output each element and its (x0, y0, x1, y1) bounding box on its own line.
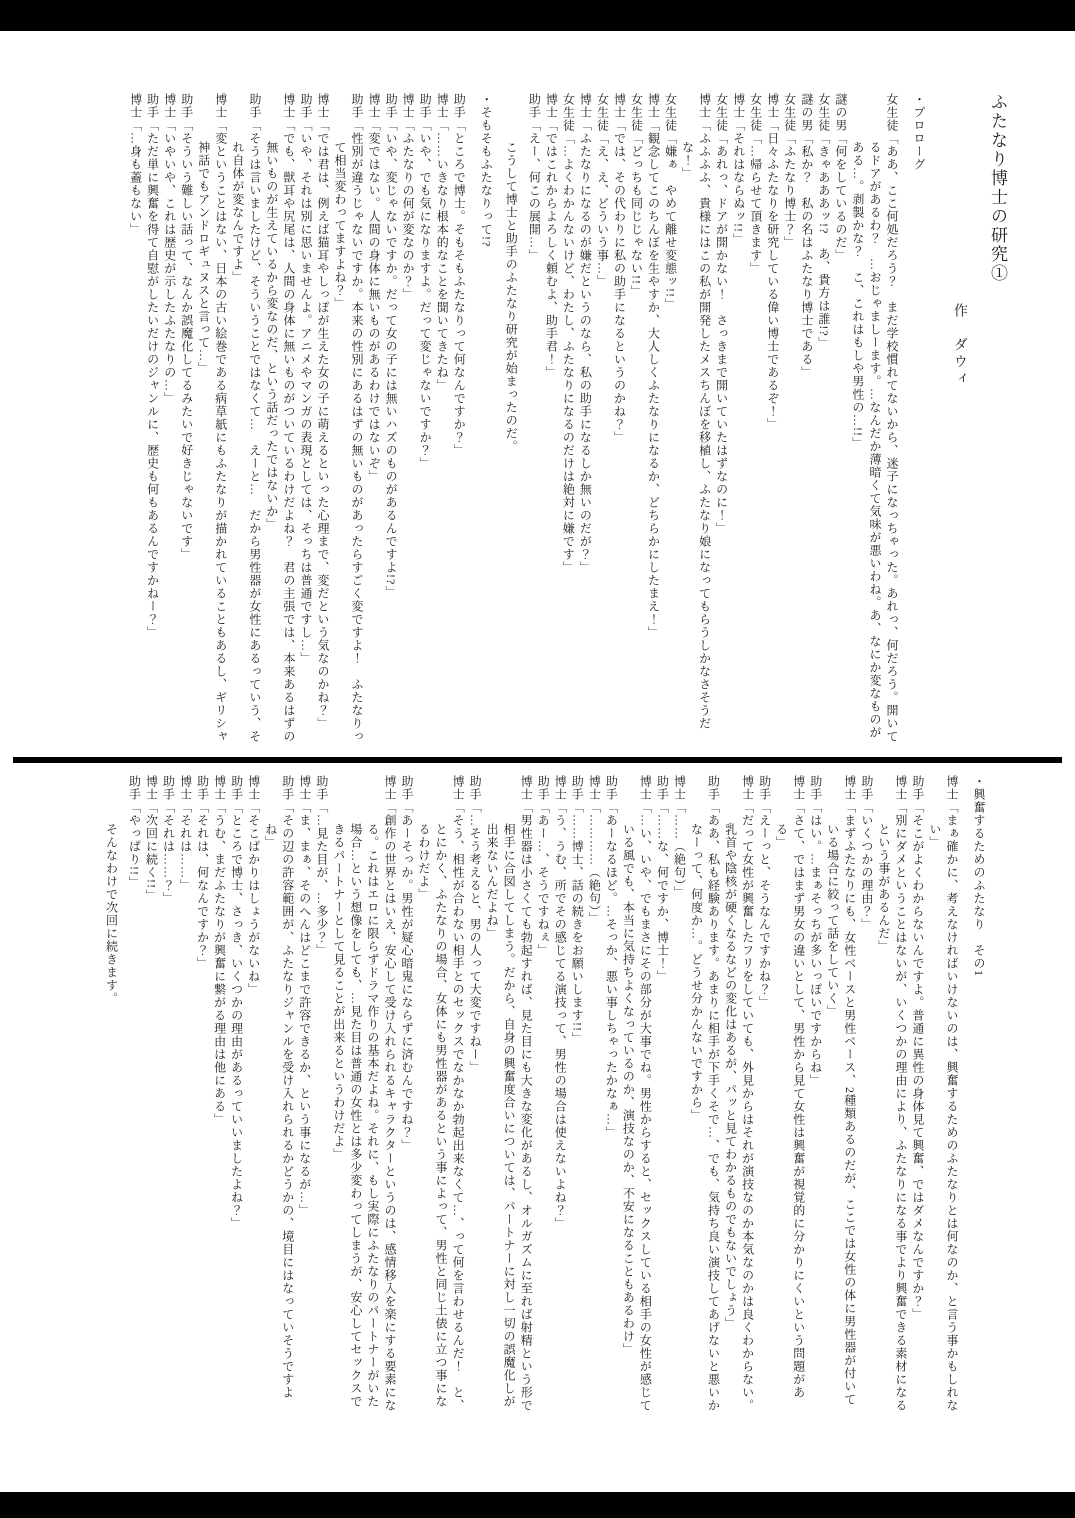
dialogue-line: 助手「いや、変じゃないですか。だって女の子には無いハズのものがあるんですよ!?」 (384, 93, 399, 599)
dialogue-line: 博士「変ということはない、日本の古い絵巻である病草紙にもふたなりが描かれていることもあるし、ギリシャ神話でもアンドロギュヌスと言って…」 (196, 93, 228, 743)
dialogue-line: 博士「ま、まぁ、そのへんはどこまで許容できるか、という事になるが…」 (297, 775, 312, 1217)
author-credit: 作 ダウィ (951, 303, 967, 388)
dialogue-line: 助手「ああ、私も経験あります。あまりに相手が下手くそで…、でも、気持ち良い演技してあげないと悪いかなーって、何度か…。どうせ分かんないですから」 (689, 775, 721, 1412)
dialogue-line: 博士「男性器は小さくても勃起すれば、見た目にも大きな変化があるし、オルガズムに至れば射精という形で相手に合図してしまう。だから、自身の興奮度合いについては、パートナーに対し一切の誤魔化しが出来ないんだよね」 (485, 775, 534, 1412)
dialogue-line: 助手「……博士、話の続きをお願いします!!」 (570, 775, 585, 1045)
dialogue-line: 博士「それは……」 (178, 775, 193, 892)
dialogue-line: 女生徒「ふたなり博士？」 (782, 93, 797, 249)
dialogue-line: 博士「ふふふふ、貴様にはこの私が開発したメスちんぼを移植し、ふたなり娘になってもらうしかなさそうだな！」 (680, 93, 712, 730)
dialogue-line: 助手「それは、何なんですか？」 (195, 775, 210, 970)
dialogue-line: 助手「ただ単に興奮を得て自慰がしたいだけのジャンルに、歴史も何もあるんですかねー？」 (145, 93, 160, 639)
dialogue-line: 助手「ところで博士、さっき、いくつかの理由があるっていいましたよね？」 (229, 775, 244, 1230)
bottom-black-bar (0, 1492, 1075, 1518)
dialogue-line: 助手「いや、でも気になりますよ。だって変じゃないですか？」 (418, 93, 433, 470)
prologue-text-block (38, 93, 1009, 748)
dialogue-line: 博士「う、うむ、所でその感じてる演技って、男性の場合は使えないよね？」 (553, 775, 568, 1230)
page-title: ふたなり博士の研究① (988, 93, 1007, 283)
dialogue-line: 女生徒「…帰らせて頂きます」 (748, 93, 763, 275)
dialogue-line: 博士「観念してこのちんぼを生やすか、大人しくふたなりになるか、どちらかにしたまえ！」 (646, 93, 661, 639)
dialogue-line: 博士「では君は、例えば猫耳やしっぽが生えた女の子に萌えるといった心理まで、変だという気なのかね？」 (315, 93, 330, 730)
dialogue-line: 女生徒「きゃあああッ!? あ、貴方は誰!?」 (816, 93, 831, 350)
dialogue-line: 博士「まぁ確かに、考えなければいけないのは、興奮するためのふたなりとは何なのか、と言う事かもしれない」 (927, 775, 959, 1412)
dialogue-line: 助手「えー、何この展開…」 (527, 93, 542, 262)
dialogue-line: 博士「さて、ではまず男女の違いとして、男性から見て女性は興奮が視覚的に分かりにくいという問題がある」 (774, 775, 806, 1399)
dialogue-line: 女生徒「嫌ぁ やめて離せ変態ッ!!」 (663, 93, 678, 311)
dialogue-line: 女生徒「ああ、ここ何処だろう？ まだ学校慣れてないから、迷子になっちゃった。あれっ、何だろう。開いてるドアがあるわ？ …おじゃましーます。…なんだか薄暗くて気味が悪いわね。あ、なにか変なものがある…。剥製かな？ こ、これはもしや男性の…!!」 (850, 93, 899, 743)
dialogue-line: 助手「いくつかの理由？」 (859, 775, 874, 931)
part1-text-block (104, 775, 995, 1415)
dialogue-line: 女生徒「あれっ、ドアが開かない！ さっきまで開いていたはずなのに！」 (714, 93, 729, 535)
dialogue-line: 博士「だって女性が興奮したフリをしていても、外見からはそれが演技なのか本気なのかは良くわからない。乳首や陰核が硬くなるなどの変化はあるが、パッと見てわかるものでもないでしょう」 (723, 775, 755, 1412)
dialogue-line: 博士「別にダメということはないが、いくつかの理由により、ふたなりになる事でより興奮できる素材になるという事があるんだ」 (876, 775, 908, 1412)
section-heading: ・興奮するためのふたなり その1 (972, 775, 986, 977)
dialogue-line: 博士「変ではない。人間の身体に無いものがあるわけではないぞ」 (367, 93, 382, 483)
dialogue-line: 博士「次回に続く!!」 (144, 775, 159, 902)
dialogue-line: 博士「ふたなりになるのが嫌だというのなら、私の助手になるしか無いのだが？」 (578, 93, 593, 574)
dialogue-line: 博士「……（絶句）」 (672, 775, 687, 899)
section-divider-rule (13, 757, 1062, 763)
dialogue-line: 助手「…見た目が、…多少？」 (314, 775, 329, 957)
dialogue-line: 博士「でも、獣耳や尻尾は、人間の身体に無いものがついているわけだよね？ 君の主張では、本来あるはずの無いものが生えているから変なのだ、という話だったではないか」 (264, 93, 296, 743)
dialogue-line: 助手「そういう難しい話って、なんか誤魔化してるみたいで好きじゃないです」 (179, 93, 194, 561)
narration-line: こうして博士と助手のふたなり研究が始まったのだ。 (504, 141, 519, 453)
dialogue-line: 助手「あーそっか。男性が疑心暗鬼にならずに済むんですね？」 (399, 775, 414, 1152)
dialogue-line: 博士「それはならぬッ!!」 (731, 93, 746, 246)
dialogue-line: 博士「まずふたなりにも、女性ベースと男性ベース、2種類あるのだが、ここでは女性の体に男性器が付いている場合に絞って話をしていく」 (825, 775, 857, 1406)
dialogue-line: 助手「えーっと、そうなんですかね？」 (757, 775, 772, 1009)
dialogue-line: 助手「その辺の許容範囲が、ふたなりジャンルを受け入れられるかどうかの、境目にはなっていそうですよね」 (263, 775, 295, 1399)
dialogue-line: 博士「では、その代わりに私の助手になるというのかね？」 (612, 93, 627, 444)
section-heading: ・そもそもふたなりって!? (479, 93, 494, 248)
dialogue-line: 博士「…い、いや、でもまさにその部分が大事でね。男性からすると、セックスしている相手の女性が感じている風でも、本当に気持ちよくなっているのか、演技なのか、不安になることもあるわけ」 (621, 775, 653, 1412)
dialogue-line: 博士「…身も蓋もない」 (128, 93, 143, 236)
top-black-bar (0, 0, 1075, 31)
dialogue-line: 女生徒「え、え、どういう事…」 (595, 93, 610, 288)
dialogue-line: 助手「そこがよくわからないんですよ。普通に異性の身体見て興奮、ではダメなんですか？」 (910, 775, 925, 1321)
dialogue-line: 助手「そうは言いましたけど、そういうことではなくて… えーと… だから男性器が女性にあるっていう、それ自体が変なんですよ」 (230, 93, 262, 743)
dialogue-line: 助手「はい。…まぁそっちが多いっぽいですからね」 (808, 775, 823, 1087)
dialogue-line: 女生徒「…よくわかんないけど、わたし、ふたなりになるのだけは絶対に嫌です」 (561, 93, 576, 574)
dialogue-line: 博士「……いきなり根本的なことを聞いてきたね」 (435, 93, 450, 392)
dialogue-line: 博士「うむ、まだふたなりが興奮に繋がる理由は他にある」 (212, 775, 227, 1126)
dialogue-line: 助手「それは……？」 (161, 775, 176, 905)
dialogue-line: 助手「……な、何ですか、博士！」 (655, 775, 670, 983)
dialogue-line: 助手「あーなるほど。…そっか、悪い事しちゃったかなぁ…」 (604, 775, 619, 1139)
dialogue-line: 謎の男「何をしているのだ」 (833, 93, 848, 262)
dialogue-line: 助手「やっぱり!!」 (127, 775, 142, 889)
narration-line: そんなわけで次回に続きます。 (104, 823, 119, 1005)
dialogue-line: 博士「ではこれからよろしく頼むよ、助手君！」 (544, 93, 559, 379)
dialogue-line: 博士「そう、相性が合わない相手とのセックスでなかなか勃起出来なくて…、って何を言わせるんだ！ と、とにかく、ふたなりの場合、女体にも男性器があるという事によって、男性と同じ土俵に立つ事になるわけだよ」 (417, 775, 466, 1412)
dialogue-line: 博士「そこばかりはしょうがないね」 (246, 775, 261, 996)
dialogue-line: 謎の男「私か？ 私の名はふたなり博士である」 (799, 93, 814, 379)
dialogue-line: 女生徒「どっちも同じじゃない!!」 (629, 93, 644, 298)
dialogue-line: 博士「創作の世界とはいえ、安心して受け入れられるキャラクターというのは、感情移入を楽にする要素になる。これはエロに限らずドラマ作りの基本だよね。それに、もし実際にふたなりのパートナーがいた場合…という想像をしても、…見た目は普通の女性とは多少変わってしまうが、安心してセックスできるパートナーとして見ることが出来るというわけだよ」 (331, 775, 397, 1412)
dialogue-line: 助手「いや、それは別に思いませんよ。アニメやマンガの表現としては、そっちは普通ですし…」 (298, 93, 313, 665)
dialogue-line: 博士「いやいや、これは歴史が示したふたなりの…」 (162, 93, 177, 405)
dialogue-line: 助手「ところで博士。そもそもふたなりって何なんですか？」 (452, 93, 467, 457)
dialogue-line: 助手「…そう考えると、男の人って大変ですねー」 (468, 775, 483, 1074)
dialogue-line: 助手「あー…、そうですねぇ」 (536, 775, 551, 957)
section-heading: ・プロローグ (912, 93, 926, 171)
dialogue-line: 博士「日々ふたなりを研究している偉い博士であるぞ！」 (765, 93, 780, 431)
dialogue-line: 博士「…………（絶句）」 (587, 775, 602, 925)
dialogue-line: 助手「性別が違うじゃないですか。本来の性別にあるはずの無いものがあったらすごく変ですよ！ ふたなりって相当変わってますよね？」 (333, 93, 365, 743)
dialogue-line: 博士「ふたなりの何が変なのか？」 (401, 93, 416, 301)
